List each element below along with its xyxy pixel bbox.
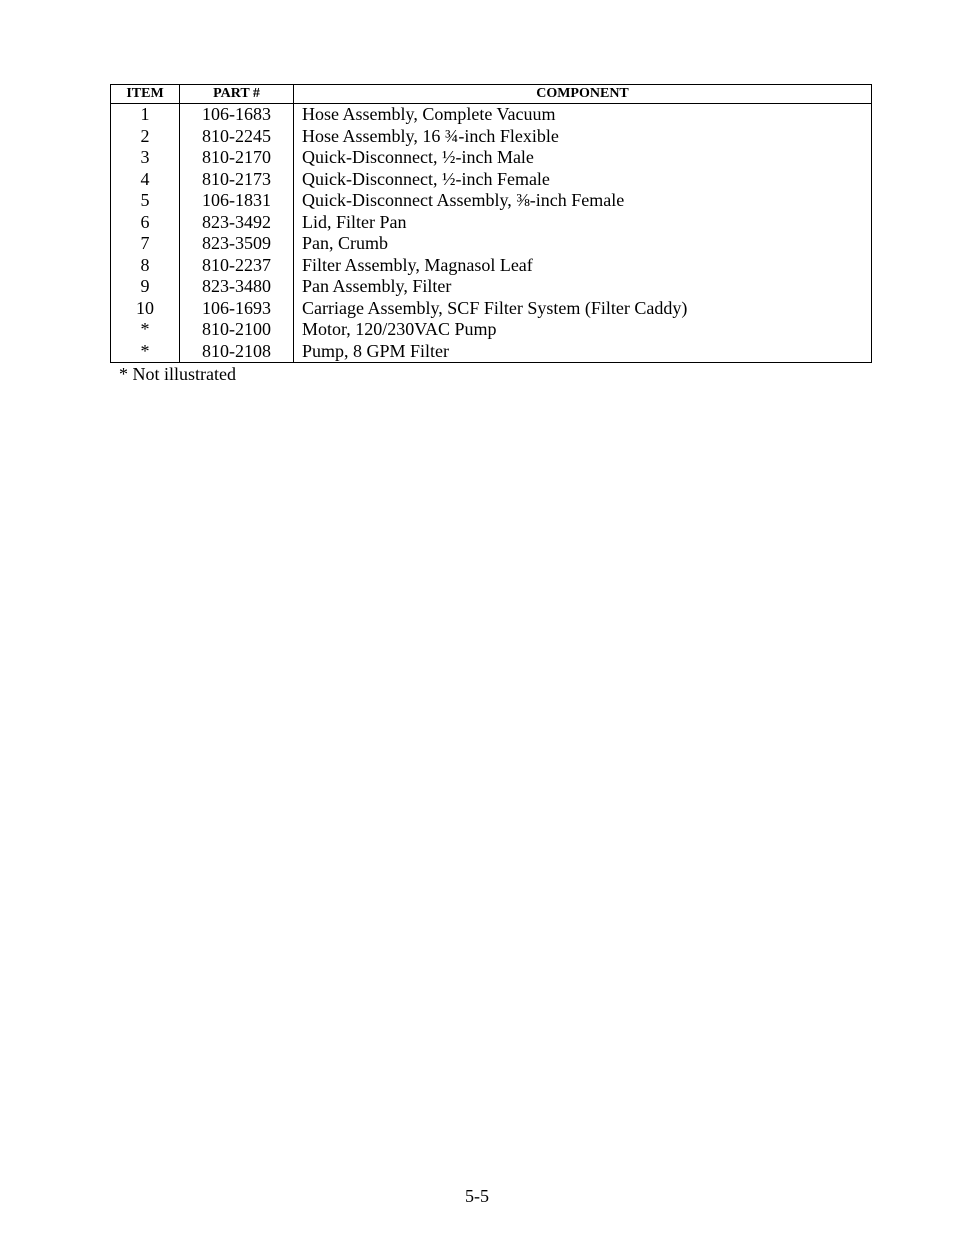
cell-item: 2 [111,126,180,148]
header-component: COMPONENT [294,85,872,104]
cell-component: Quick-Disconnect, ½-inch Female [294,169,872,191]
footnote: * Not illustrated [119,364,236,384]
cell-item: 6 [111,212,180,234]
table-row [111,212,872,234]
cell-component: Lid, Filter Pan [294,212,872,234]
cell-item: 8 [111,255,180,277]
cell-component: Quick-Disconnect, ½-inch Male [294,147,872,169]
cell-component: Carriage Assembly, SCF Filter System (Filter Caddy) [294,298,872,320]
cell-part: 810-2237 [180,255,294,277]
table-row [111,169,872,191]
cell-item: 7 [111,233,180,255]
cell-part: 810-2170 [180,147,294,169]
cell-item: 1 [111,104,180,126]
table-row [111,319,872,341]
cell-component: Filter Assembly, Magnasol Leaf [294,255,872,277]
cell-component: Hose Assembly, 16 ¾-inch Flexible [294,126,872,148]
cell-part: 810-2245 [180,126,294,148]
cell-component: Hose Assembly, Complete Vacuum [294,104,872,126]
table-row [111,104,872,126]
cell-component: Pump, 8 GPM Filter [294,341,872,363]
table-row [111,190,872,212]
cell-item: 5 [111,190,180,212]
header-item: ITEM [111,85,180,104]
cell-part: 810-2100 [180,319,294,341]
table-row [111,233,872,255]
table-header-row [111,85,872,104]
table-row [111,126,872,148]
table-row [111,298,872,320]
table-row [111,341,872,363]
table-body [111,104,872,363]
cell-part: 810-2173 [180,169,294,191]
cell-part: 106-1693 [180,298,294,320]
parts-table [110,84,872,363]
cell-component: Quick-Disconnect Assembly, ⅜-inch Female [294,190,872,212]
table-row [111,255,872,277]
cell-part: 106-1683 [180,104,294,126]
cell-item: * [111,341,180,363]
cell-component: Pan, Crumb [294,233,872,255]
cell-part: 106-1831 [180,190,294,212]
table-row [111,276,872,298]
cell-component: Pan Assembly, Filter [294,276,872,298]
cell-part: 823-3509 [180,233,294,255]
cell-component: Motor, 120/230VAC Pump [294,319,872,341]
cell-part: 823-3492 [180,212,294,234]
header-part: PART # [180,85,294,104]
cell-item: 10 [111,298,180,320]
cell-item: 9 [111,276,180,298]
cell-part: 823-3480 [180,276,294,298]
page-number: 5-5 [465,1186,489,1206]
cell-item: 3 [111,147,180,169]
cell-item: 4 [111,169,180,191]
table-row [111,147,872,169]
cell-item: * [111,319,180,341]
cell-part: 810-2108 [180,341,294,363]
